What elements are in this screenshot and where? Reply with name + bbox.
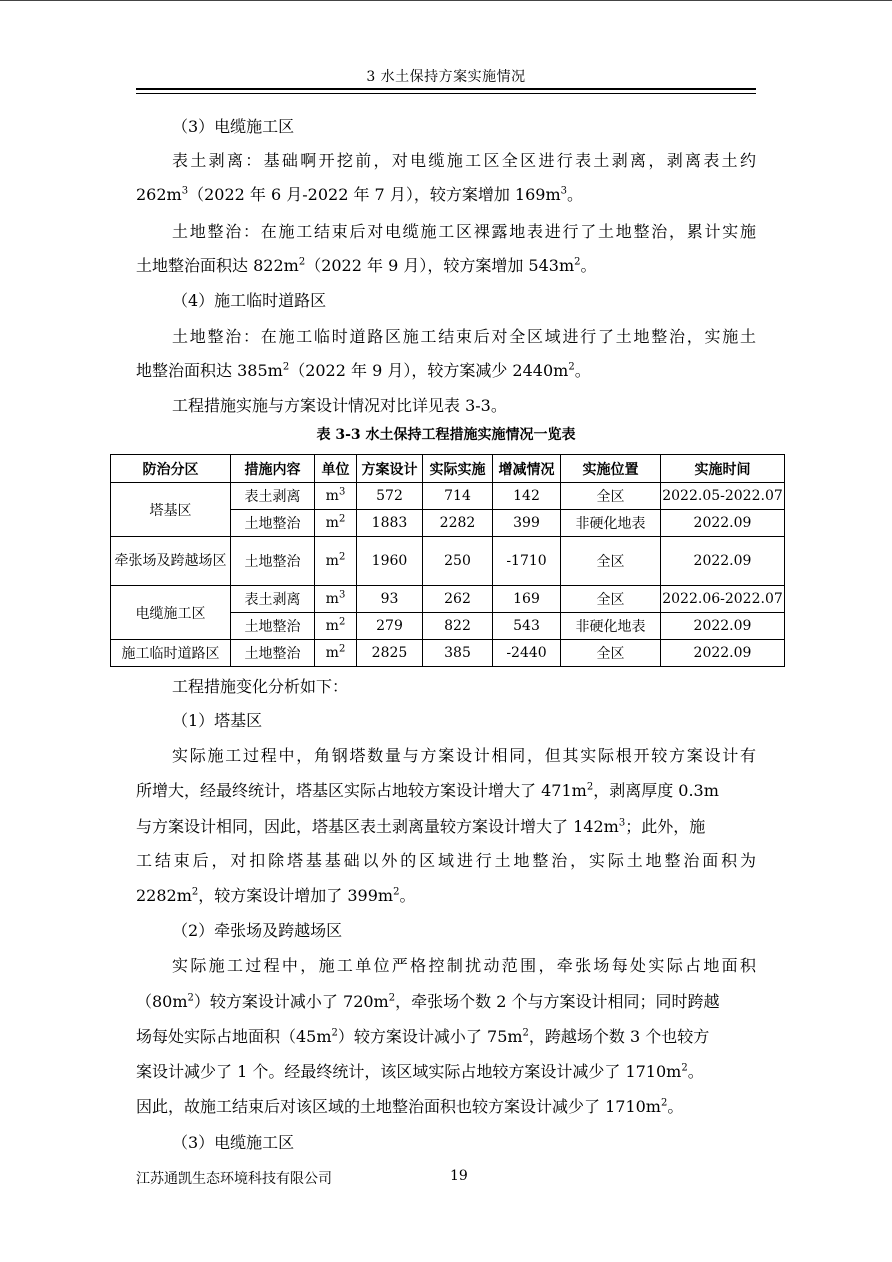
header-rule-thick: [136, 88, 756, 90]
measure-cell: 土地整治: [231, 537, 315, 586]
tower-para-line1: 实际施工过程中，角钢塔数量与方案设计相同，但其实际根开较方案设计有: [172, 746, 756, 765]
col-header: 增减情况: [493, 455, 561, 483]
time-cell: 2022.09: [661, 640, 785, 667]
actual-cell: 822: [423, 613, 493, 640]
section-heading-tension: （2）牵张场及跨越场区: [172, 921, 343, 940]
unit-cell: $m^3$: [315, 483, 357, 510]
tower-para-line5: $2282m^2$，较方案设计增加了 $399m^2$。: [136, 886, 416, 905]
time-cell: 2022.05-2022.07: [661, 483, 785, 510]
location-cell: 非硬化地表: [561, 613, 661, 640]
col-header: 方案设计: [357, 455, 423, 483]
analysis-intro: 工程措施变化分析如下：: [172, 677, 349, 696]
zone-cell: 电缆施工区: [111, 586, 231, 640]
unit-cell: $m^3$: [315, 586, 357, 613]
table-row: [111, 483, 785, 510]
design-cell: 1883: [357, 510, 423, 537]
header-rule-thin: [136, 93, 756, 94]
actual-cell: 385: [423, 640, 493, 667]
measure-cell: 表土剥离: [231, 483, 315, 510]
zone-cell: 塔基区: [111, 483, 231, 537]
design-cell: 2825: [357, 640, 423, 667]
tension-para-line1: 实际施工过程中，施工单位严格控制扰动范围，牵张场每处实际占地面积: [172, 956, 756, 975]
change-cell: 399: [493, 510, 561, 537]
change-cell: -2440: [493, 640, 561, 667]
tension-para-line5: 因此，故施工结束后对该区域的土地整治面积也较方案设计减少了 $1710m^2$。: [136, 1097, 684, 1116]
section-heading-tower: （1）塔基区: [172, 711, 263, 730]
tension-para-line4: 案设计减少了 1 个。经最终统计，该区域实际占地较方案设计减少了 $1710m^2$。: [136, 1062, 704, 1081]
actual-cell: 2282: [423, 510, 493, 537]
location-cell: 全区: [561, 483, 661, 510]
table-row: [111, 586, 785, 613]
col-header: 单位: [315, 455, 357, 483]
measures-table: [110, 454, 785, 667]
page-header: 3 水土保持方案实施情况: [366, 69, 526, 85]
strip-para-line1: 表土剥离：基础啊开挖前，对电缆施工区全区进行表土剥离，剥离表土约: [172, 151, 756, 170]
tower-para-line3: 与方案设计相同，因此，塔基区表土剥离量较方案设计增大了 $142m^3$；此外，施: [136, 817, 706, 836]
design-cell: 1960: [357, 537, 423, 586]
design-cell: 279: [357, 613, 423, 640]
measure-cell: 表土剥离: [231, 586, 315, 613]
col-header: 措施内容: [231, 455, 315, 483]
design-cell: 93: [357, 586, 423, 613]
table-row: [111, 640, 785, 667]
time-cell: 2022.09: [661, 537, 785, 586]
tension-para-line3: 场每处实际占地面积$(45m^2)$较方案设计减小了 $75m^2$，跨越场个数 3 个也较方: [136, 1027, 710, 1046]
col-header: 实施位置: [561, 455, 661, 483]
unit-cell: $m^2$: [315, 510, 357, 537]
col-header: 防治分区: [111, 455, 231, 483]
footer-company: 江苏通凯生态环境科技有限公司: [136, 1171, 332, 1187]
top-border: [0, 0, 892, 1]
location-cell: 全区: [561, 586, 661, 613]
col-header: 实际实施: [423, 455, 493, 483]
location-cell: 非硬化地表: [561, 510, 661, 537]
measure-cell: 土地整治: [231, 510, 315, 537]
section-heading-cable-2: （3）电缆施工区: [172, 1133, 295, 1152]
unit-cell: $m^2$: [315, 613, 357, 640]
strip-para-line2: $262m^3(2022$ 年 6 月-2022 年 7 月），较方案增加 $169m^3$。: [136, 185, 584, 204]
road-para-line2: 地整治面积达 $385m^2(2022$ 年 9 月），较方案减少 $2440m^2$。: [136, 361, 591, 380]
table-caption: 表 3-3 水土保持工程措施实施情况一览表: [316, 427, 576, 443]
time-cell: 2022.09: [661, 510, 785, 537]
measure-cell: 土地整治: [231, 613, 315, 640]
tower-para-line2: 所增大，经最终统计，塔基区实际占地较方案设计增大了 $471m^2$，剥离厚度 0.3m: [136, 781, 719, 800]
page-number: 19: [450, 1168, 468, 1184]
location-cell: 全区: [561, 640, 661, 667]
measure-cell: 土地整治: [231, 640, 315, 667]
land-para-line1: 土地整治：在施工结束后对电缆施工区裸露地表进行了土地整治，累计实施: [172, 222, 756, 241]
land-para-line2: 土地整治面积达 $822m^2(2022$ 年 9 月），较方案增加 $543m^2$。: [136, 256, 597, 275]
section-heading-road: （4）施工临时道路区: [172, 291, 327, 310]
change-cell: 169: [493, 586, 561, 613]
time-cell: 2022.06-2022.07: [661, 586, 785, 613]
design-cell: 572: [357, 483, 423, 510]
road-para-line1: 土地整治：在施工临时道路区施工结束后对全区域进行了土地整治，实施土: [172, 327, 756, 346]
actual-cell: 262: [423, 586, 493, 613]
unit-cell: $m^2$: [315, 537, 357, 586]
tower-para-line4: 工结束后，对扣除塔基基础以外的区域进行土地整治，实际土地整治面积为: [136, 851, 756, 870]
tension-para-line2: $(80m^2)$较方案设计减小了 $720m^2$，牵张场个数 2 个与方案设计相同；同时跨越: [136, 992, 720, 1011]
compare-para: 工程措施实施与方案设计情况对比详见表 3-3。: [172, 396, 507, 415]
table-row: [111, 537, 785, 586]
unit-cell: $m^2$: [315, 640, 357, 667]
zone-cell: 施工临时道路区: [111, 640, 231, 667]
change-cell: 543: [493, 613, 561, 640]
actual-cell: 714: [423, 483, 493, 510]
table-header-row: [111, 455, 785, 483]
change-cell: -1710: [493, 537, 561, 586]
section-heading-cable: （3）电缆施工区: [172, 117, 295, 136]
col-header: 实施时间: [661, 455, 785, 483]
time-cell: 2022.09: [661, 613, 785, 640]
location-cell: 全区: [561, 537, 661, 586]
zone-cell: 牵张场及跨越场区: [111, 537, 231, 586]
actual-cell: 250: [423, 537, 493, 586]
change-cell: 142: [493, 483, 561, 510]
